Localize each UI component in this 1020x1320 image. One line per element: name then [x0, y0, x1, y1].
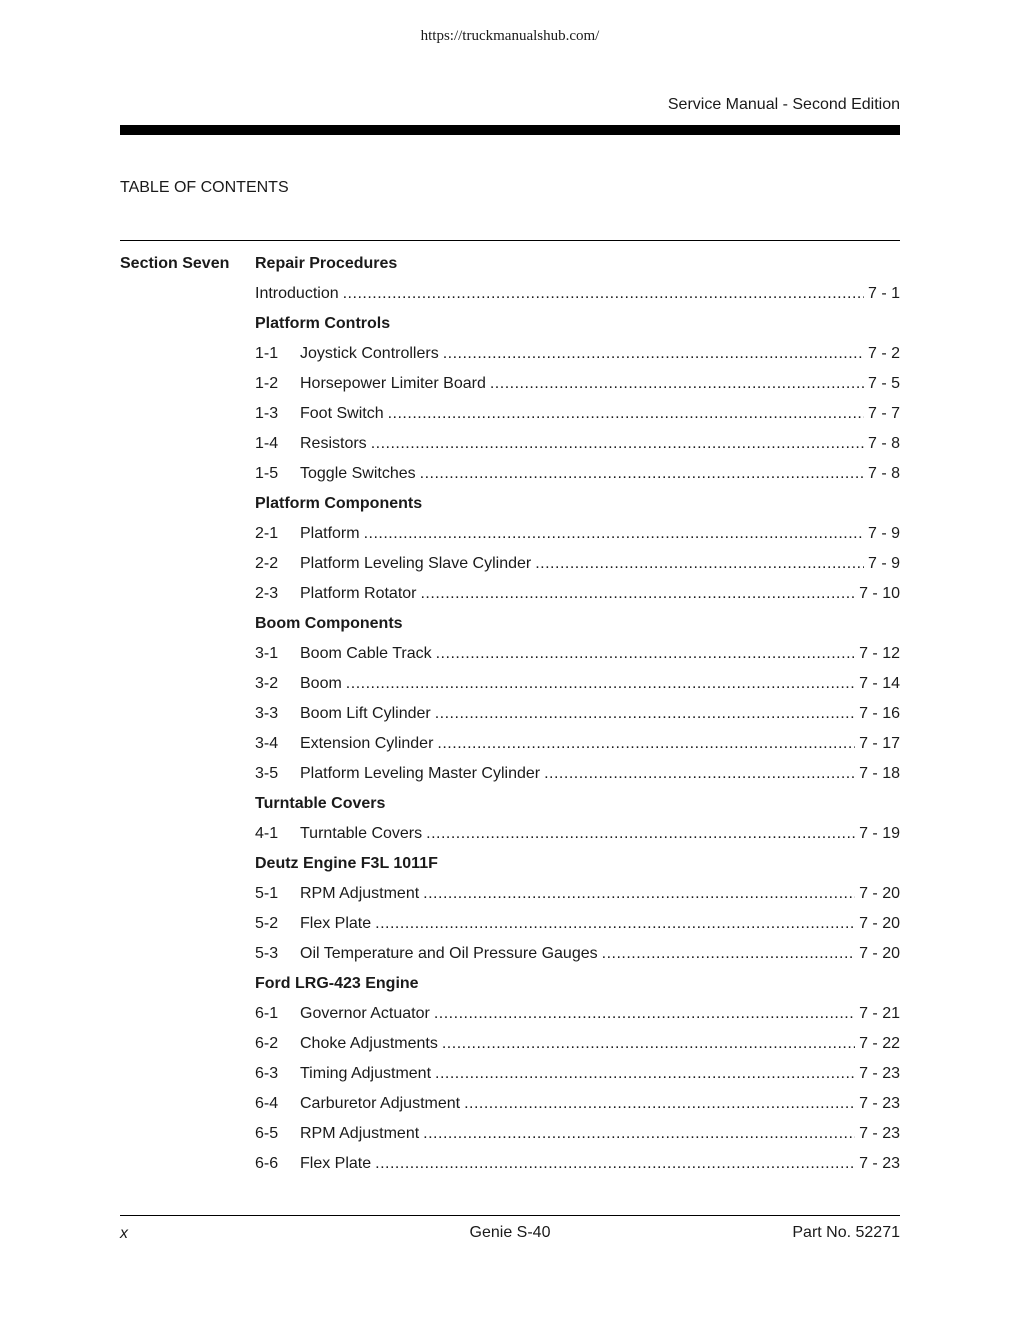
- toc-entry[interactable]: [255, 1059, 900, 1089]
- toc-entry-number: 3-1: [255, 645, 279, 662]
- toc-entry-number: 3-4: [255, 735, 279, 752]
- toc-entry[interactable]: [255, 429, 900, 459]
- toc-entry-page: 7 - 2: [867, 345, 900, 362]
- toc-entry-number: 1-4: [255, 435, 279, 452]
- toc-entry-title: Oil Temperature and Oil Pressure Gauges: [300, 945, 598, 962]
- toc-entry-page: 7 - 16: [859, 705, 900, 722]
- toc-entry-page: 7 - 23: [859, 1155, 900, 1172]
- toc-list: [255, 249, 900, 1179]
- dot-leader: [375, 1149, 855, 1179]
- toc-entry[interactable]: [255, 519, 900, 549]
- dot-leader: [426, 819, 855, 849]
- toc-heading: TABLE OF CONTENTS: [120, 179, 289, 196]
- toc-entry-page: 7 - 9: [867, 555, 900, 572]
- toc-subsection-heading: [255, 309, 900, 339]
- toc-entry-page: 7 - 20: [859, 945, 900, 962]
- source-url: https://truckmanualshub.com/: [420, 28, 600, 44]
- dot-leader: [602, 939, 855, 969]
- toc-entry-title: RPM Adjustment: [300, 1125, 420, 1142]
- toc-subsection-heading: [255, 849, 900, 879]
- toc-entry-title: Boom: [300, 675, 342, 692]
- dot-leader: [437, 729, 855, 759]
- top-divider: [120, 240, 900, 241]
- toc-entry-title: Platform Leveling Master Cylinder: [300, 765, 541, 782]
- toc-entry-page: 7 - 23: [859, 1065, 900, 1082]
- dot-leader: [364, 519, 864, 549]
- toc-entry-number: 2-2: [255, 555, 279, 572]
- toc-entry[interactable]: [255, 459, 900, 489]
- toc-entry-title: Resistors: [300, 435, 367, 452]
- toc-heading-title: Turntable Covers: [255, 795, 386, 812]
- toc-entry[interactable]: [255, 939, 900, 969]
- toc-subsection-heading: [255, 609, 900, 639]
- toc-entry-page: 7 - 7: [867, 405, 900, 422]
- toc-heading-title: Deutz Engine F3L 1011F: [255, 855, 438, 872]
- toc-entry-title: Timing Adjustment: [300, 1065, 432, 1082]
- toc-heading-title: Boom Components: [255, 615, 403, 632]
- dot-leader: [434, 999, 855, 1029]
- dot-leader: [423, 879, 855, 909]
- toc-entry-page: 7 - 8: [867, 465, 900, 482]
- toc-entry-number: 3-5: [255, 765, 279, 782]
- toc-entry-page: 7 - 14: [859, 675, 900, 692]
- dot-leader: [435, 1059, 855, 1089]
- toc-entry-title: Introduction: [255, 285, 339, 302]
- toc-entry-number: 5-2: [255, 915, 279, 932]
- toc-entry-title: Platform Rotator: [300, 585, 417, 602]
- toc-entry[interactable]: [255, 369, 900, 399]
- toc-entry-page: 7 - 20: [859, 915, 900, 932]
- section-label: Section Seven: [120, 255, 230, 272]
- toc-entry-number: 6-6: [255, 1155, 279, 1172]
- toc-entry[interactable]: [255, 1119, 900, 1149]
- toc-entry-page: 7 - 9: [867, 525, 900, 542]
- toc-entry-number: 2-1: [255, 525, 279, 542]
- dot-leader: [346, 669, 855, 699]
- toc-entry-title: Choke Adjustments: [300, 1035, 438, 1052]
- toc-entry-number: 1-5: [255, 465, 279, 482]
- dot-leader: [371, 429, 864, 459]
- toc-subsection-heading: [255, 489, 900, 519]
- toc-entry[interactable]: [255, 639, 900, 669]
- dot-leader: [423, 1119, 855, 1149]
- toc-entry-page: 7 - 5: [867, 375, 900, 392]
- toc-entry[interactable]: [255, 579, 900, 609]
- toc-entry[interactable]: [255, 729, 900, 759]
- toc-entry-title: Flex Plate: [300, 1155, 372, 1172]
- toc-entry-page: 7 - 8: [867, 435, 900, 452]
- toc-entry-title: RPM Adjustment: [300, 885, 420, 902]
- toc-entry-number: 6-3: [255, 1065, 279, 1082]
- dot-leader: [343, 279, 864, 309]
- bottom-divider: [120, 1215, 900, 1216]
- toc-entry-number: 5-3: [255, 945, 279, 962]
- toc-entry-page: 7 - 23: [859, 1125, 900, 1142]
- toc-heading-title: Repair Procedures: [255, 255, 398, 272]
- header-bar: [120, 125, 900, 135]
- toc-entry-page: 7 - 21: [859, 1005, 900, 1022]
- toc-entry-title: Joystick Controllers: [300, 345, 439, 362]
- toc-entry-title: Turntable Covers: [300, 825, 423, 842]
- toc-entry-title: Governor Actuator: [300, 1005, 430, 1022]
- manual-title: Service Manual - Second Edition: [667, 96, 900, 113]
- toc-entry-page: 7 - 22: [859, 1035, 900, 1052]
- toc-entry[interactable]: [255, 909, 900, 939]
- toc-entry-page: 7 - 23: [859, 1095, 900, 1112]
- toc-entry[interactable]: [255, 819, 900, 849]
- toc-subsection-heading: [255, 789, 900, 819]
- toc-entry-page: 7 - 12: [859, 645, 900, 662]
- toc-entry-number: 6-1: [255, 1005, 279, 1022]
- dot-leader: [375, 909, 855, 939]
- toc-entry[interactable]: [255, 699, 900, 729]
- dot-leader: [535, 549, 864, 579]
- dot-leader: [436, 639, 855, 669]
- toc-entry[interactable]: [255, 999, 900, 1029]
- toc-entry[interactable]: [255, 1029, 900, 1059]
- toc-entry-title: Extension Cylinder: [300, 735, 434, 752]
- toc-entry[interactable]: [255, 1089, 900, 1119]
- toc-heading-title: Ford LRG-423 Engine: [255, 975, 419, 992]
- toc-entry-page: 7 - 10: [859, 585, 900, 602]
- dot-leader: [420, 579, 855, 609]
- footer-part-number: Part No. 52271: [792, 1224, 900, 1241]
- footer-model: Genie S-40: [469, 1224, 551, 1241]
- toc-entry-title: Flex Plate: [300, 915, 372, 932]
- toc-entry-number: 3-3: [255, 705, 279, 722]
- toc-entry[interactable]: [255, 279, 900, 309]
- toc-entry-page: 7 - 18: [859, 765, 900, 782]
- toc-entry[interactable]: [255, 879, 900, 909]
- toc-entry-number: 6-5: [255, 1125, 279, 1142]
- toc-entry-title: Platform Leveling Slave Cylinder: [300, 555, 532, 572]
- toc-entry-number: 1-3: [255, 405, 279, 422]
- toc-entry-number: 6-2: [255, 1035, 279, 1052]
- toc-entry[interactable]: [255, 399, 900, 429]
- toc-entry-title: Horsepower Limiter Board: [300, 375, 486, 392]
- toc-entry[interactable]: [255, 1149, 900, 1179]
- toc-entry-title: Foot Switch: [300, 405, 384, 422]
- toc-entry-number: 1-2: [255, 375, 279, 392]
- toc-entry-title: Carburetor Adjustment: [300, 1095, 461, 1112]
- toc-entry-title: Boom Cable Track: [300, 645, 432, 662]
- dot-leader: [388, 399, 864, 429]
- toc-entry-number: 2-3: [255, 585, 279, 602]
- toc-heading-title: Platform Components: [255, 495, 423, 512]
- dot-leader: [435, 699, 855, 729]
- toc-entry-page: 7 - 17: [859, 735, 900, 752]
- dot-leader: [443, 339, 864, 369]
- toc-subsection-heading: [255, 249, 900, 279]
- dot-leader: [464, 1089, 855, 1119]
- toc-entry-number: 3-2: [255, 675, 279, 692]
- footer-page-label: x: [120, 1225, 128, 1242]
- toc-entry-page: 7 - 1: [867, 285, 900, 302]
- toc-entry-title: Boom Lift Cylinder: [300, 705, 431, 722]
- toc-heading-title: Platform Controls: [255, 315, 391, 332]
- dot-leader: [544, 759, 855, 789]
- toc-entry-number: 5-1: [255, 885, 279, 902]
- toc-entry-number: 1-1: [255, 345, 279, 362]
- dot-leader: [490, 369, 864, 399]
- toc-entry-page: 7 - 19: [859, 825, 900, 842]
- toc-entry-number: 6-4: [255, 1095, 279, 1112]
- toc-entry[interactable]: [255, 669, 900, 699]
- toc-entry-title: Platform: [300, 525, 360, 542]
- toc-entry-page: 7 - 20: [859, 885, 900, 902]
- toc-entry[interactable]: [255, 759, 900, 789]
- toc-entry-number: 4-1: [255, 825, 279, 842]
- dot-leader: [442, 1029, 855, 1059]
- toc-subsection-heading: [255, 969, 900, 999]
- toc-entry[interactable]: [255, 549, 900, 579]
- toc-entry-title: Toggle Switches: [300, 465, 416, 482]
- dot-leader: [420, 459, 864, 489]
- toc-entry[interactable]: [255, 339, 900, 369]
